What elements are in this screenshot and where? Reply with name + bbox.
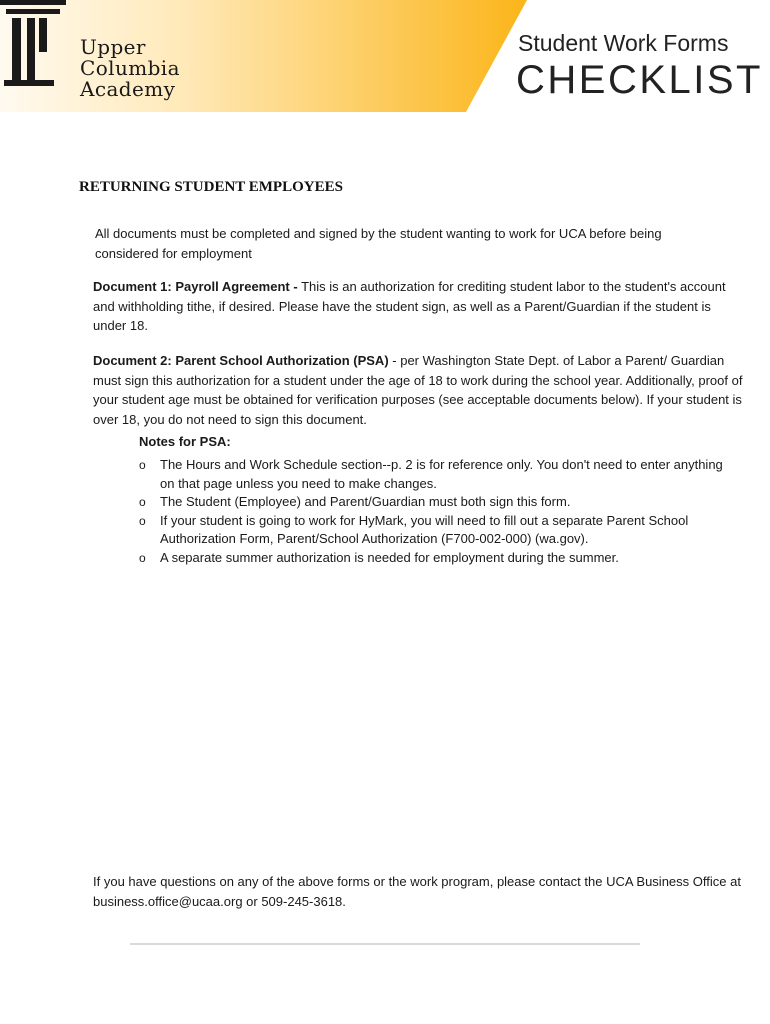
wordmark-line-3: Academy	[80, 77, 176, 101]
notes-heading: Notes for PSA:	[139, 434, 231, 449]
section-heading: RETURNING STUDENT EMPLOYEES	[79, 179, 343, 195]
notes-list	[139, 456, 739, 567]
document-2-title: Document 2: Parent School Authorization (PSA)	[93, 353, 389, 368]
note-text: The Hours and Work Schedule section--p. 2 is for reference only. You don't need to enter anything on that page unless you need to make changes.	[160, 457, 723, 491]
bullet-circle-icon: o	[139, 495, 146, 509]
contact-footer-note: If you have questions on any of the above forms or the work program, please contact the UCA Business Office at business.office@ucaa.org or 509-245-3618.	[93, 874, 741, 909]
bullet-circle-icon: o	[139, 458, 146, 472]
document-2-text: - per Washington State Dept. of Labor a Parent/ Guardian must sign this authorization for a student under the age of 18 to work during the school year. Additionally, proof of your student age must be obtained for verification purposes (see acceptable documents below). If your student is over 18, you do not need to sign this document.	[93, 353, 743, 427]
bullet-circle-icon: o	[139, 513, 146, 528]
note-text: The Student (Employee) and Parent/Guardian must both sign this form.	[160, 494, 571, 509]
school-name-wordmark	[80, 37, 180, 100]
list-item	[139, 549, 739, 568]
uca-pillar-logo-icon	[0, 0, 70, 86]
list-item	[139, 456, 739, 493]
document-1-title: Document 1: Payroll Agreement -	[93, 279, 298, 294]
document-1-text: This is an authorization for crediting student labor to the student's account and withholding tithe, if desired. Please have the student sign, as well as a Parent/Guardian if the student is under 18.	[93, 279, 726, 333]
header-subtitle: Student Work Forms	[518, 30, 729, 56]
header-band	[0, 0, 770, 112]
header-title: CHECKLIST	[516, 58, 763, 102]
document-2-paragraph	[93, 351, 743, 429]
list-item	[139, 493, 739, 512]
intro-paragraph: All documents must be completed and signed by the student wanting to work for UCA before being considered for employment	[95, 226, 662, 261]
note-text: If your student is going to work for HyMark, you will need to fill out a separate Parent School Authorization Form, Parent/School Authorization (F700-002-000) (wa.gov).	[160, 512, 689, 546]
document-1-paragraph	[93, 277, 743, 336]
list-item	[139, 512, 739, 549]
bullet-circle-icon: o	[139, 550, 146, 565]
footer-divider	[130, 943, 640, 945]
wordmark-line-1: Upper	[80, 35, 146, 59]
note-text: A separate summer authorization is needed for employment during the summer.	[160, 549, 619, 565]
wordmark-line-2: Columbia	[80, 56, 180, 80]
